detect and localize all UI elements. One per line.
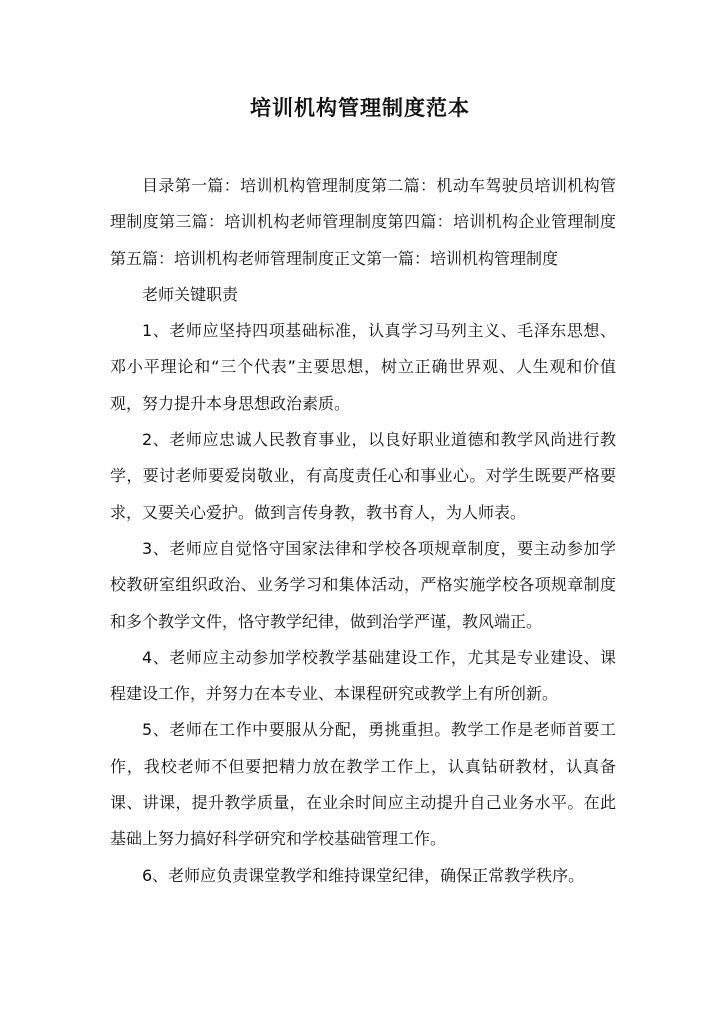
document-title: 培训机构管理制度范本	[250, 96, 470, 120]
paragraph-toc: 目录第一篇：培训机构管理制度第二篇：机动车驾驶员培训机构管理制度第三篇：培训机构老师管理制度第四篇：培训机构企业管理制度第五篇：培训机构老师管理制度正文第一篇：培训机构管理制度	[110, 176, 616, 268]
paragraph-item-2: 2、老师应忠诚人民教育事业，以良好职业道德和教学风尚进行教学，要讨老师要爱岗敬业，有高度责任心和事业心。对学生既要严格要求，又要关心爱护。做到言传身教，教书育人，为人师表。	[110, 430, 616, 522]
paragraph-item-6: 6、老师应负责课堂教学和维持课堂纪律，确保正常教学秩序。	[142, 865, 585, 885]
paragraph-item-3: 3、老师应自觉恪守国家法律和学校各项规章制度，要主动参加学校教研室组织政治、业务学习和集体活动，严格实施学校各项规章制度和多个教学文件，恪守教学纪律，做到治学严谨，教风端正。	[110, 538, 616, 631]
paragraph-heading-duties: 老师关键职责	[142, 284, 239, 304]
paragraph-item-4: 4、老师应主动参加学校教学基础建设工作，尤其是专业建设、课程建设工作，并努力在本专业、本课程研究或教学上有所创新。	[110, 647, 616, 704]
document-body	[110, 168, 616, 894]
paragraph-item-1: 1、老师应坚持四项基础标准，认真学习马列主义、毛泽东思想、邓小平理论和“三个代表”主要思想，树立正确世界观、人生观和价值观，努力提升本身思想政治素质。	[110, 321, 616, 413]
paragraph-item-5: 5、老师在工作中要服从分配，勇挑重担。教学工作是老师首要工作，我校老师不但要把精力放在教学工作上，认真钻研教材，认真备课、讲课，提升教学质量，在业余时间应主动提升自己业务水平。在此基础上努力搞好科学研究和学校基础管理工作。	[110, 720, 616, 849]
